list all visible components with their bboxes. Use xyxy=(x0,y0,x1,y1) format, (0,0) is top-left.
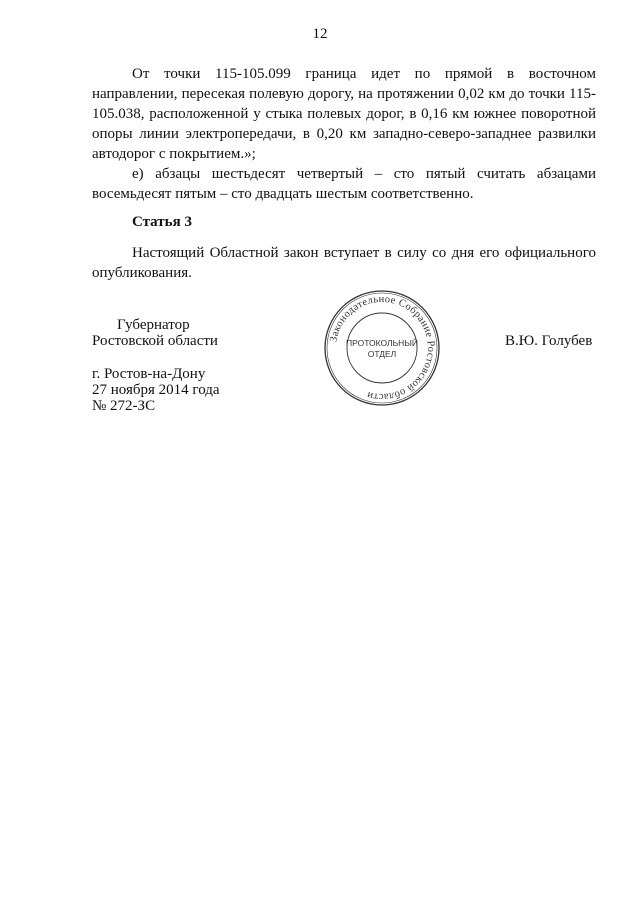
seal-inner-ring xyxy=(327,293,437,403)
signing-date: 27 ноября 2014 года xyxy=(92,382,220,398)
signatory-region: Ростовской области xyxy=(92,333,218,349)
seal-center-line-1: ПРОТОКОЛЬНЫЙ xyxy=(346,338,418,348)
seal-center-ring xyxy=(347,313,417,383)
entry-into-force-paragraph: Настоящий Областной закон вступает в силу со дня его официального опубликования. xyxy=(92,245,596,281)
seal-ring-text: Законодательное Собрание Ростовской области xyxy=(328,293,437,403)
law-number: № 272-ЗС xyxy=(92,398,156,414)
official-seal-stamp xyxy=(322,288,442,408)
signatory-name: В.Ю. Голубев xyxy=(505,333,593,349)
signatory-title: Губернатор xyxy=(117,317,190,333)
page-number: 12 xyxy=(312,26,328,42)
boundary-description-paragraph: От точки 115-105.099 граница идет по прямой в восточном направлении, пересекая полевую дорогу, на протяжении 0,02 км до точки 115-105.038, расположенной у стыка полевых дорог, в 0,16 км южнее поворотной опоры линии электропередачи, в 0,20 км западно-северо-западнее развилки автодорог с покрытием.»; xyxy=(92,66,596,162)
article-title: Статья 3 xyxy=(132,214,192,230)
seal-outer-ring xyxy=(325,291,439,405)
seal-center-line-2: ОТДЕЛ xyxy=(367,349,397,359)
place-of-signing: г. Ростов-на-Дону xyxy=(92,366,206,382)
amendment-paragraph: е) абзацы шестьдесят четвертый – сто пятый считать абзацами восемьдесят пятым – сто двадцать шестым соответственно. xyxy=(92,166,596,202)
